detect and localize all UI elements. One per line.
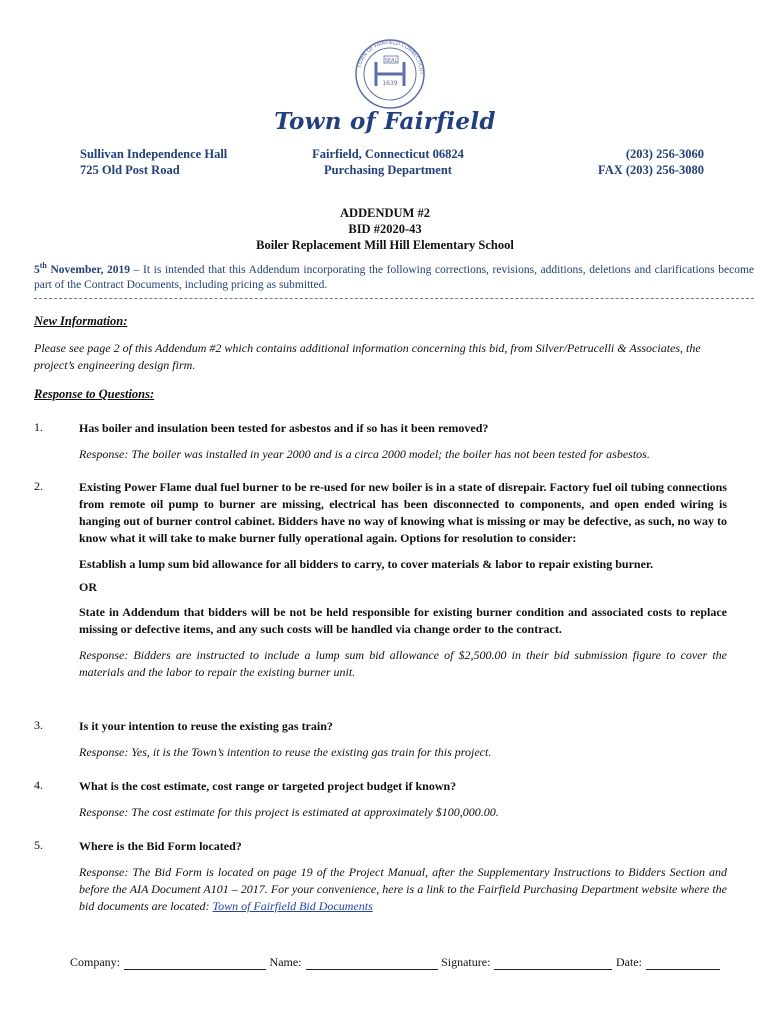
question-response: Response: The cost estimate for this project is estimated at approximately $100,000.00. (79, 805, 499, 819)
new-information-heading: New Information: (34, 314, 128, 328)
signature-field (441, 955, 612, 970)
question-option-1: Establish a lump sum bid allowance for all bidders to carry, to cover materials & labor to repair existing burner. (79, 557, 654, 571)
bid-number: BID #2020-43 (348, 222, 422, 236)
question-or: OR (79, 580, 97, 594)
intro-date-sup: th (39, 261, 47, 270)
letterhead-phone: (203) 256-3060 (625, 147, 704, 161)
intro-paragraph (34, 258, 754, 293)
question-response (79, 864, 727, 915)
question-number: 2. (34, 479, 43, 493)
letterhead-building: Sullivan Independence Hall (80, 147, 228, 161)
name-field (270, 955, 438, 970)
new-information-text: Please see page 2 of this Addendum #2 which contains additional information concerning this bid, from Silver/Petrucelli & Associates, the project’s engineering design firm. (34, 341, 701, 372)
response-to-questions-heading: Response to Questions: (34, 387, 155, 401)
document-title (0, 205, 770, 253)
letterhead-address (80, 146, 227, 178)
letterhead-city: Fairfield, Connecticut 06824 (312, 147, 464, 161)
intro-date-day: 5 (34, 263, 40, 276)
seal-ring-text: TOWN OF FAIRFIELD CONNECTICUT (356, 39, 425, 75)
town-title: Town of Fairfield (274, 108, 496, 135)
question-option-2: State in Addendum that bidders will be not be held responsible for existing burner condition and associated costs to replace missing or defective items, and any such costs will be handled via change order to the contract. (79, 605, 727, 636)
company-blank[interactable] (124, 957, 266, 970)
date-label: Date: (615, 955, 642, 969)
project-name: Boiler Replacement Mill Hill Elementary School (256, 238, 514, 252)
question-response: Response: Yes, it is the Town’s intention to reuse the existing gas train for this project. (79, 745, 492, 759)
letterhead-fax: FAX (203) 256-3080 (598, 163, 704, 177)
seal-center-text: SEAL (384, 58, 398, 64)
letterhead-department (308, 146, 468, 178)
question-number: 1. (34, 420, 43, 434)
addendum-number: ADDENDUM #2 (340, 206, 430, 220)
question-number: 4. (34, 778, 43, 792)
date-field (616, 955, 720, 970)
question-text: What is the cost estimate, cost range or targeted project budget if known? (79, 779, 457, 793)
question-response: Response: The boiler was installed in year 2000 and is a circa 2000 model; the boiler has not been tested for asbestos. (79, 447, 650, 461)
intro-date-rest: November, 2019 (46, 263, 131, 276)
question-response: Response: Bidders are instructed to include a lump sum bid allowance of $2,500.00 in their bid submission figure to cover the materials and the labor to repair the existing burner unit. (79, 648, 727, 679)
signature-blank[interactable] (494, 957, 612, 970)
company-label: Company: (70, 955, 120, 969)
name-blank[interactable] (306, 957, 438, 970)
question-text: Is it your intention to reuse the existing gas train? (79, 719, 333, 733)
question-number: 5. (34, 838, 43, 852)
letterhead-contact (586, 146, 704, 178)
name-label: Name: (269, 955, 302, 969)
letterhead-street: 725 Old Post Road (80, 163, 180, 177)
date-blank[interactable] (646, 957, 720, 970)
company-field (70, 955, 266, 970)
intro-text: – It is intended that this Addendum incorporating the following corrections, revisions, additions, deletions and clarifications become part of the Contract Documents, including pricing as submitted. (34, 263, 754, 291)
question-number: 3. (34, 718, 43, 732)
town-seal-logo (346, 38, 434, 110)
question-text: Has boiler and insulation been tested for asbestos and if so has it been removed? (79, 421, 489, 435)
bid-documents-link[interactable]: Town of Fairfield Bid Documents (212, 899, 373, 913)
letterhead-dept-name: Purchasing Department (324, 163, 452, 177)
question-text: Existing Power Flame dual fuel burner to be re-used for new boiler is in a state of disrepair. Factory fuel oil tubing connections from remote oil pump to burner are missing, electrical has been disconnected to components, and open ended wiring is hanging out of burner control cabinet. Bidders have no way of knowing what is missing or may be defective, as such, no way to know what it will take to make burner fully operational again. Options for resolution to consider: (79, 480, 727, 545)
signature-label: Signature: (441, 955, 491, 969)
question-response-text: Response: The Bid Form is located on page 19 of the Project Manual, after the Supplementary Instructions to Bidders Section and before the AIA Document A101 – 2017. For your convenience, here is a link to the Fairfield Purchasing Department website where the bid documents are located: (79, 865, 727, 913)
signature-footer (70, 955, 720, 970)
divider (34, 298, 754, 299)
question-text: Where is the Bid Form located? (79, 839, 242, 853)
seal-year: 1639 (382, 80, 398, 87)
